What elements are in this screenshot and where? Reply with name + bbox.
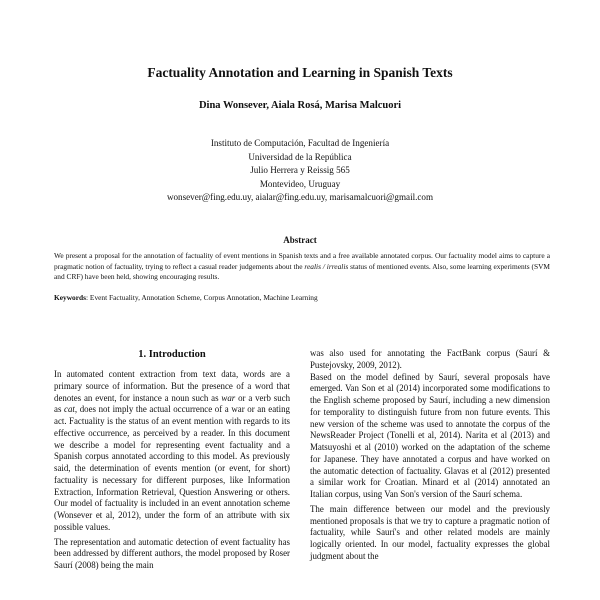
paper-title: Factuality Annotation and Learning in Spanish Texts [147, 65, 453, 80]
paragraph [54, 369, 290, 534]
keywords-line [54, 293, 550, 304]
abstract-part: status of mentioned events. Also, some learning experiments (SVM and CRF) have been held, showing encouraging results. [54, 261, 550, 282]
abstract-part: We present a proposal for the annotation of factuality of event mentions in Spanish texts and a free available annotated corpus. Our factuality model aims to capture a pragmatic notion of factuality, trying to reflect a casual reader judgements about the [54, 251, 550, 271]
paragraph: The representation and automatic detection of event factuality has been addressed by different authors, the model proposed by Roser Saurí (2008) being the main [54, 536, 290, 570]
section-heading: 1. Introduction [138, 349, 206, 360]
left-column [54, 369, 290, 572]
paragraph: The main difference between our model and the previously mentioned proposals is that we try to capture a pragmatic notion of factuality, while Saurí's and other related models are mainly logically oriented. In our model, factuality expresses the global judgment about the [310, 503, 550, 561]
paragraph: Based on the model defined by Saurí, several proposals have emerged. Van Son et al (2014) incorporated some modifications to the English scheme proposed by Saurí, including a new dimension for temporality to distinguish future from non future events. This new version of the scheme was used to annotate the corpus of the NewsReader Project (Tonelli et al, 2014). Narita et al (2013) and Matsuyoshi et al (2010) worked on the adaptation of the scheme for Japanese. They have annotated a corpus and have worked on the automatic detection of factuality. Glavas et al (2012) presented a similar work for Croatian. Minard et al (2014) annotated an Italian corpus, using Van Son's version of the Saurí schema. [310, 371, 550, 499]
paragraph: was also used for annotating the FactBank corpus (Saurí & Pustejovsky, 2009, 2012). [310, 348, 550, 370]
affiliation-line: Julio Herrera y Reissig 565 [250, 165, 350, 175]
abstract-italic-term: realis / irrealis [304, 261, 349, 271]
keywords-text: : Event Factuality, Annotation Scheme, Corpus Annotation, Machine Learning [86, 293, 318, 302]
paper-authors: Dina Wonsever, Aiala Rosá, Marisa Malcuori [198, 100, 402, 111]
right-column [310, 348, 550, 563]
italic-word: war [221, 392, 236, 403]
affiliation-line: Montevideo, Uruguay [259, 178, 341, 189]
affiliation-block [0, 137, 600, 205]
affiliation-line: Instituto de Computación, Facultad de Ingeniería [210, 138, 390, 148]
text-run: or a verb such as [54, 392, 291, 415]
abstract-text [54, 251, 550, 283]
text-run: , does not imply the actual occurrence of a war or an eating act. Factuality is the status of an event mention with regards to its effective occurrence, as perceived by a reader. In this document we describe a model for representing event factuality and a Spanish corpus annotated according to this model. As previously said, the determination of events mention (or event, for short) factuality is necessary for different purposes, like Information Extraction, Information Retrieval, Question Answering or others. Our model of factuality is included in an event annotation scheme (Wonsever et al, 2012), under the form of an attribute with six possible values. [54, 404, 290, 532]
keywords-label: Keywords [54, 293, 87, 302]
affiliation-line: Universidad de la República [248, 151, 352, 162]
abstract-heading: Abstract [283, 235, 317, 245]
italic-word: cat [64, 404, 75, 415]
author-emails: wonsever@fing.edu.uy, aialar@fing.edu.uy, marisamalcuori@gmail.com [166, 192, 434, 202]
text-run: In automated content extraction from text data, words are a primary source of information. But the presence of a word that denotes an event, for instance a noun such as [54, 369, 290, 403]
